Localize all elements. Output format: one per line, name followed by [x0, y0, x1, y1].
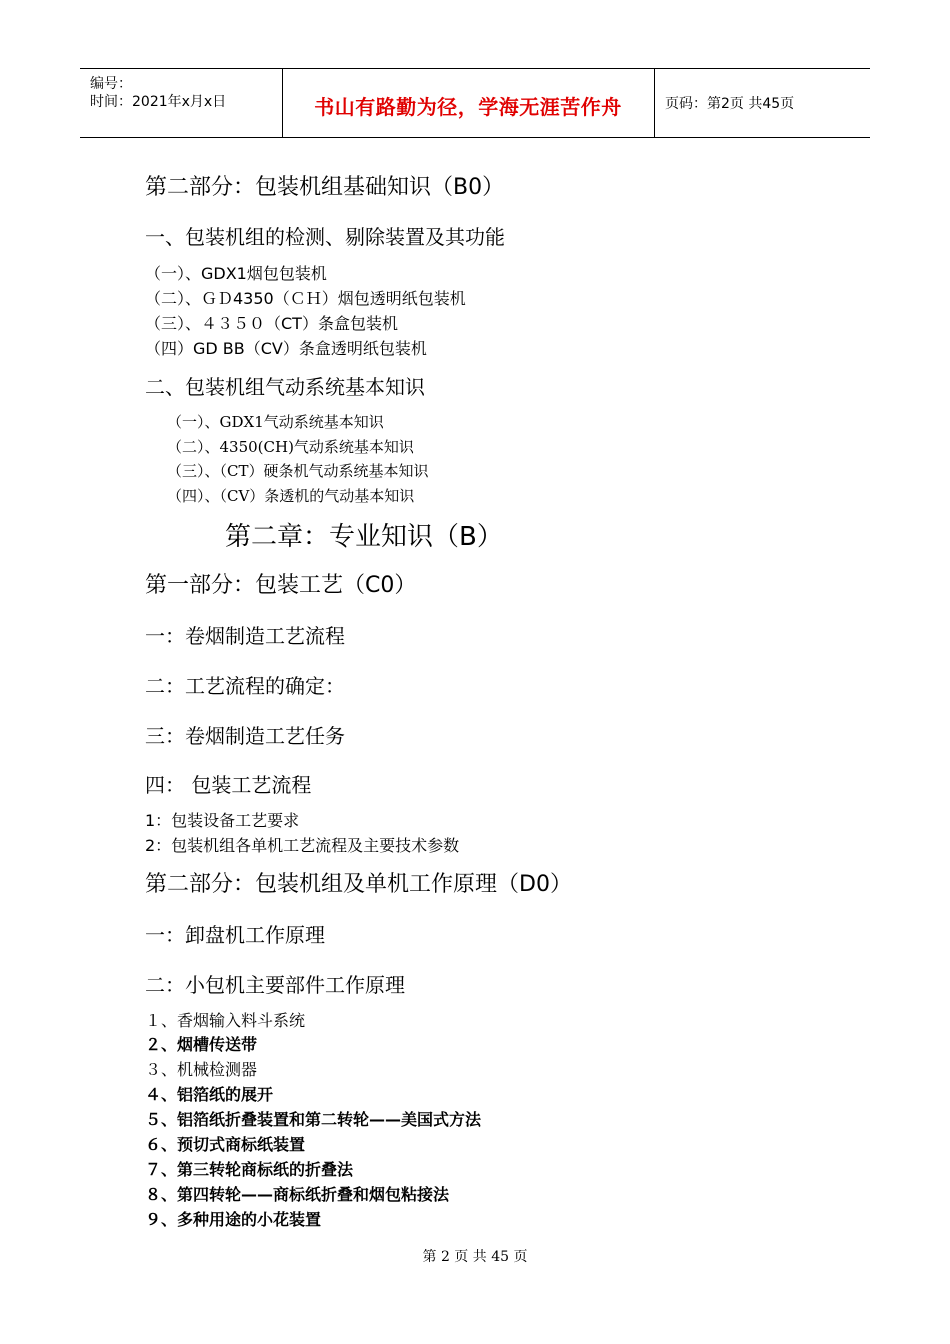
page-label: 页码：第2页 共45页 [665, 96, 795, 112]
header-motto-cell [282, 69, 655, 137]
list-item: （四）、（CV）条透机的气动基本知识 [167, 487, 415, 505]
list-item: （三）、４３５０（CT）条盒包装机 [145, 314, 398, 333]
list-item: （二）、ＧＤ4350（ＣＨ）烟包透明纸包装机 [145, 289, 466, 308]
list-item: （二）、4350(CH)气动系统基本知识 [167, 438, 414, 456]
list-item: （三）、（CT）硬条机气动系统基本知识 [167, 462, 429, 480]
list-item: ９、多种用途的小花装置 [145, 1210, 322, 1229]
list-item: ８、第四转轮——商标纸折叠和烟包粘接法 [145, 1185, 450, 1204]
list-item: ２、烟槽传送带 [145, 1035, 258, 1054]
subsection-title: 一：卸盘机工作原理 [145, 923, 325, 947]
motto: 书山有路勤为径，学海无涯苦作舟 [314, 95, 622, 119]
header-page-cell [655, 69, 870, 137]
list-item: ４、铝箔纸的展开 [145, 1085, 274, 1104]
list-item: （一）、GDX1气动系统基本知识 [167, 413, 384, 431]
list-item: 1：包装设备工艺要求 [145, 811, 300, 830]
subsection-title: 二：工艺流程的确定： [145, 674, 345, 698]
list-item: ７、第三转轮商标纸的折叠法 [145, 1160, 354, 1179]
list-item: （一）、GDX1烟包包装机 [145, 264, 327, 283]
number-label: 编号： [90, 76, 132, 92]
list-item: ３、机械检测器 [145, 1060, 258, 1079]
subsection-title: 四： 包装工艺流程 [145, 773, 312, 797]
list-item: 2：包装机组各单机工艺流程及主要技术参数 [145, 836, 460, 855]
subsection-title: 三：卷烟制造工艺任务 [145, 724, 345, 748]
list-item: ６、预切式商标纸装置 [145, 1135, 306, 1154]
list-item: １、香烟输入料斗系统 [145, 1011, 306, 1030]
chapter-title: 第二章：专业知识（B） [225, 522, 503, 552]
section-title: 第二部分：包装机组基础知识（B0） [145, 175, 505, 200]
subsection-title: 一、包装机组的检测、剔除装置及其功能 [145, 225, 505, 249]
header-info-cell [80, 69, 283, 137]
subsection-title: 二：小包机主要部件工作原理 [145, 973, 405, 997]
time-label: 时间：2021年x月x日 [90, 94, 227, 110]
section-title: 第二部分：包装机组及单机工作原理（D0） [145, 872, 572, 897]
subsection-title: 二、包装机组气动系统基本知识 [145, 375, 425, 399]
list-item: （四）GD BB（CV）条盒透明纸包装机 [145, 339, 427, 358]
header-table [80, 68, 870, 138]
subsection-title: 一：卷烟制造工艺流程 [145, 624, 345, 648]
section-title: 第一部分：包装工艺（C0） [145, 573, 417, 598]
page-footer: 第 2 页 共 45 页 [422, 1249, 528, 1265]
list-item: ５、铝箔纸折叠装置和第二转轮——美国式方法 [145, 1110, 482, 1129]
